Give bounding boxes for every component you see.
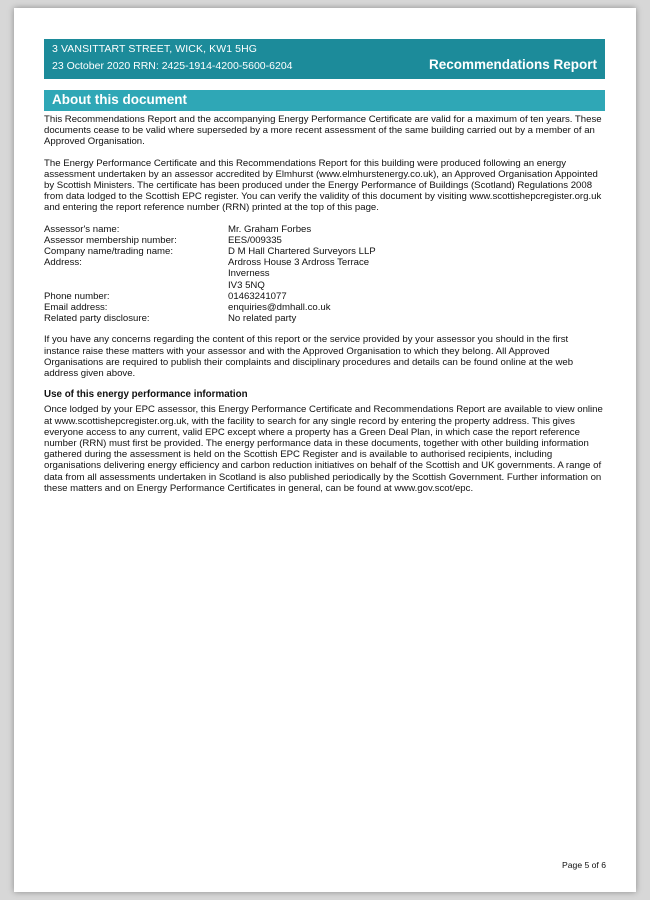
- phone-value: 01463241077: [228, 290, 287, 302]
- disclosure-label: Related party disclosure:: [44, 313, 150, 325]
- company-label: Company name/trading name:: [44, 246, 174, 258]
- assessment-paragraph: The Energy Performance Certificate and this Recommendations Report for this building were produced following an energy assessment undertaken by an assessor accredited by Elmhurst (www.elmhurstenergy.co.uk), an Approved Organisation Appointed by Scottish Ministers. The certificate has been produced under the Energy Performance of Buildings (Scotland) Regulations 2008 from data lodged to the Scottish EPC register. You can verify the validity of this document by visiting www.scottishepcregister.org.uk and entering the report reference number (RRN) printed at the top of this page.: [44, 157, 602, 214]
- disclosure-value: No related party: [228, 313, 297, 325]
- address-row: [44, 257, 606, 291]
- page-number: Page 5 of 6: [562, 860, 606, 870]
- membership-label: Assessor membership number:: [44, 234, 177, 246]
- assessor-details: [44, 224, 606, 325]
- address-line-2: Inverness: [228, 268, 270, 280]
- assessor-name-value: Mr. Graham Forbes: [228, 223, 312, 235]
- use-heading: Use of this energy performance information: [44, 389, 248, 401]
- assessor-name-row: [44, 224, 606, 235]
- date-and-rrn: 23 October 2020 RRN: 2425-1914-4200-5600-6204: [52, 60, 293, 72]
- property-address: 3 VANSITTART STREET, WICK, KW1 5HG: [52, 43, 258, 55]
- document-body: [44, 114, 606, 504]
- phone-label: Phone number:: [44, 290, 110, 302]
- report-title: Recommendations Report: [428, 57, 597, 72]
- address-value: [228, 257, 606, 291]
- address-label: Address:: [44, 257, 82, 269]
- address-line-1: Ardross House 3 Ardross Terrace: [228, 257, 370, 269]
- company-value: D M Hall Chartered Surveyors LLP: [228, 246, 376, 258]
- phone-row: [44, 291, 606, 302]
- email-label: Email address:: [44, 302, 108, 314]
- report-header: [44, 39, 605, 79]
- document-page: [14, 8, 636, 892]
- assessor-name-label: Assessor's name:: [44, 223, 120, 235]
- use-paragraph: Once lodged by your EPC assessor, this Energy Performance Certificate and Recommendations Report are available to view online at www.scottishepcregister.org.uk, with the facility to search for any single record by entering the property address. This gives everyone access to any current, valid EPC except where a property has a Green Deal Plan, in which case the report reference number (RRN) must first be provided. The energy performance data in these documents, together with other building information gathered during the assessment is held on the Scottish EPC Register and is available to authorised recipients, including organisations delivering energy efficiency and carbon reduction initiatives on behalf of the Scottish and UK governments. A range of data from all assessments undertaken in Scotland is also published periodically by the Scottish Government. Further information on these matters and on Energy Performance Certificates in general, can be found at www.gov.scot/epc.: [44, 404, 603, 494]
- section-title: About this document: [52, 92, 187, 107]
- email-value: enquiries@dmhall.co.uk: [228, 302, 331, 314]
- disclosure-row: [44, 313, 606, 324]
- concerns-paragraph: If you have any concerns regarding the content of this report or the service provided by your assessor you should in the first instance raise these matters with your assessor and with the Approved Organisation to which they belong. All Approved Organisations are required to publish their complaints and disciplinary procedures and details can be found online at the web address given above.: [44, 334, 574, 380]
- membership-row: [44, 235, 606, 246]
- validity-paragraph: This Recommendations Report and the accompanying Energy Performance Certificate are valid for a maximum of ten years. These documents cease to be valid where superseded by a more recent assessment of the same building carried out by a member of an Approved Organisation.: [44, 114, 602, 148]
- address-line-3: IV3 5NQ: [228, 279, 265, 291]
- membership-value: EES/009335: [228, 234, 282, 246]
- company-row: [44, 246, 606, 257]
- email-row: [44, 302, 606, 313]
- section-header: [44, 90, 605, 111]
